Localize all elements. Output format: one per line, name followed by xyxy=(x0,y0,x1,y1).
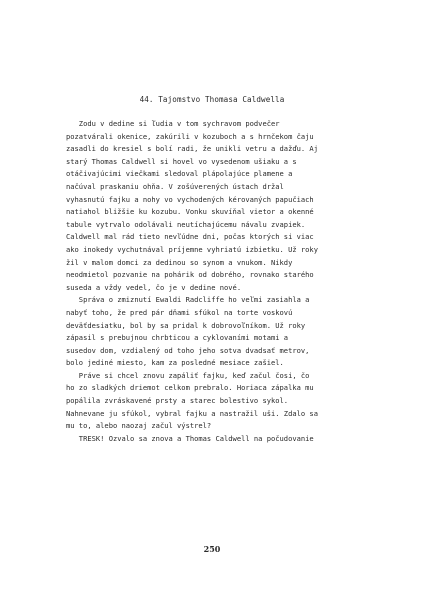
text-line: žil v malom domci za dedinou so synom a vnukom. Nikdy xyxy=(66,257,293,267)
text-line: zasadli do kresiel s bolí radi, že unikli vetru a dažďu. Aj xyxy=(66,144,318,154)
text-line: načúval praskaniu ohňa. V zošúverených ústach držal xyxy=(66,181,284,191)
text-line: popálila zvráskavené prsty a starec bolestivo sykol. xyxy=(66,396,289,406)
text-line: TRESK! Ozvalo sa znova a Thomas Caldwell na počudovanie xyxy=(66,433,314,443)
text-line: mu to, alebo naozaj začul výstrel? xyxy=(66,421,212,431)
text-line: deväťdesiatku, bol by sa pridal k dobrovoľníkom. Už roky xyxy=(66,320,306,330)
body-text xyxy=(66,118,366,445)
text-line: tabule vytrvalo odolávali neutíchajúcemu návalu zvapiek. xyxy=(66,219,306,229)
text-line: zápasil s prebujnou chrbticou a cyklovaními motami a xyxy=(66,333,289,343)
text-line: bolo jediné miesto, kam za posledné mesiace zašiel. xyxy=(66,358,284,368)
text-line: Zodu v dedine si ľudia v tom sychravom podvečer xyxy=(66,119,280,128)
text-line: otáčivajúcimi viečkami sledoval plápolajúce plamene a xyxy=(66,169,293,179)
text-line: Práve si chcel znovu zapáliť fajku, keď začul čosi, čo xyxy=(66,370,310,380)
text-line: suseda a vždy vedel, čo je v dedine nové. xyxy=(66,282,242,292)
text-line: starý Thomas Caldwell si hovel vo vysedenom ušiaku a s xyxy=(66,156,297,166)
text-line: Správa o zmiznutí Ewaldi Radcliffe ho veľmi zasiahla a xyxy=(66,295,310,305)
text-line: Nahnevane ju sfúkol, vybral fajku a nastražil uši. Zdalo sa xyxy=(66,408,318,418)
text-line: natiahol bližšie ku kozubu. Vonku skuvíňal vietor a okenné xyxy=(66,207,314,217)
text-line: Caldwell mal rád tieto nevľúdne dni, počas ktorých si viac xyxy=(66,232,314,242)
chapter-title: 44. Tajomstvo Thomasa Caldwella xyxy=(139,95,285,104)
text-line: nabyť toho, že pred pár dňami sfúkol na torte voskovú xyxy=(66,307,293,317)
text-line: neodmietol pozvanie na pohárik od dobrého, rovnako starého xyxy=(66,270,314,280)
text-line: vyhasnutú fajku a nohy vo vychodených kérovaných papučiach xyxy=(66,194,314,204)
page-number: 250 xyxy=(203,544,221,554)
text-line: susedov dom, vzdialený od toho jeho sotva dvadsať metrov, xyxy=(66,345,310,355)
text-line: ho zo sladkých driemot celkom prebralo. Horiaca zápalka mu xyxy=(66,383,314,393)
text-line: pozatvárali okenice, zakúrili v kozuboch a s hrnčekom čaju xyxy=(66,131,314,141)
text-line: ako inokedy vychutnával príjemne vyhriatú izbietku. Už roky xyxy=(66,244,318,254)
